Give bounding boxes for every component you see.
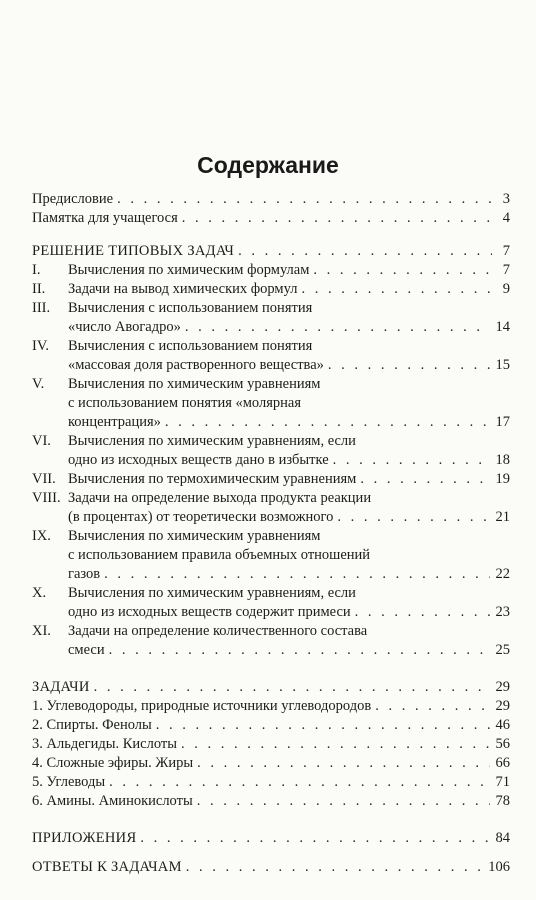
toc-entry-text-continued: «массовая доля растворенного вещества»	[68, 357, 324, 373]
toc-page-number: 84	[495, 830, 510, 846]
toc-section-appendix	[32, 829, 510, 848]
toc-section-solving-typical-problems	[32, 242, 510, 261]
toc-entry-text: Вычисления с использованием понятия	[68, 300, 313, 316]
roman-numeral: XI.	[32, 623, 51, 639]
toc-entry-iv	[32, 337, 510, 375]
toc-entry-topic-5	[32, 773, 510, 792]
toc-page-number: 4	[502, 210, 510, 226]
toc-entry-iii	[32, 299, 510, 337]
toc-page-number: 7	[502, 262, 510, 278]
roman-numeral: II.	[32, 281, 46, 297]
roman-numeral: V.	[32, 376, 45, 392]
leader-dots	[94, 678, 490, 697]
leader-dots	[181, 735, 490, 754]
toc-entry-text-continued: концентрация»	[68, 414, 161, 430]
toc-entry-text: 2. Спирты. Фенолы	[32, 717, 152, 733]
toc-page-number: 3	[502, 191, 510, 207]
leader-dots	[182, 209, 492, 228]
leader-dots	[301, 280, 492, 299]
toc-entry-preface	[32, 190, 510, 209]
toc-entry-text-continued: одно из исходных веществ дано в избытке	[68, 452, 329, 468]
toc-page-number: 19	[495, 471, 510, 487]
toc-entry-text-continued: с использованием правила объемных отношений	[68, 547, 371, 563]
toc-page-number: 29	[495, 698, 510, 714]
leader-dots	[360, 470, 489, 489]
leader-dots	[375, 697, 489, 716]
leader-dots	[109, 773, 489, 792]
toc-entry-text: 6. Амины. Аминокислоты	[32, 793, 193, 809]
toc-entry-memo	[32, 209, 510, 228]
roman-numeral: VIII.	[32, 490, 61, 506]
toc-entry-text-continued: «число Авогадро»	[68, 319, 181, 335]
toc-entry-text: Задачи на вывод химических формул	[68, 281, 298, 297]
toc-entry-vi	[32, 432, 510, 470]
toc-page-number: 56	[495, 736, 510, 752]
leader-dots	[313, 261, 492, 280]
leader-dots	[197, 792, 490, 811]
toc-page-number: 18	[495, 452, 510, 468]
toc-entry-i	[32, 261, 510, 280]
toc-entry-text: Вычисления по химическим уравнениям	[68, 528, 321, 544]
leader-dots	[104, 565, 489, 584]
leader-dots	[109, 641, 490, 660]
leader-dots	[156, 716, 490, 735]
toc-page-number: 7	[502, 243, 510, 259]
toc-section-heading: ОТВЕТЫ К ЗАДАЧАМ	[32, 859, 182, 875]
toc-entry-x	[32, 584, 510, 622]
roman-numeral: VII.	[32, 471, 56, 487]
toc-section-heading: ЗАДАЧИ	[32, 679, 90, 695]
toc-entry-text-continued: (в процентах) от теоретически возможного	[68, 509, 334, 525]
toc-entry-text-continued: смеси	[68, 642, 105, 658]
leader-dots	[140, 829, 489, 848]
toc-page-number: 9	[502, 281, 510, 297]
toc-entry-vii	[32, 470, 510, 489]
leader-dots	[186, 858, 482, 877]
toc-entry-text: Предисловие	[32, 191, 114, 207]
toc-entry-text: Вычисления по химическим уравнениям	[68, 376, 321, 392]
toc-entry-text: 3. Альдегиды. Кислоты	[32, 736, 177, 752]
leader-dots	[165, 413, 490, 432]
toc-entry-ii	[32, 280, 510, 299]
toc-section-heading: РЕШЕНИЕ ТИПОВЫХ ЗАДАЧ	[32, 243, 235, 259]
toc-entry-text: Задачи на определение выхода продукта реакции	[68, 490, 372, 506]
toc-page-number: 71	[495, 774, 510, 790]
table-of-contents	[32, 190, 510, 877]
toc-page-number: 66	[495, 755, 510, 771]
toc-section-problems	[32, 678, 510, 697]
toc-entry-text: 4. Сложные эфиры. Жиры	[32, 755, 194, 771]
toc-page-number: 23	[495, 604, 510, 620]
roman-numeral: IV.	[32, 338, 50, 354]
toc-entry-text-continued: газов	[68, 566, 101, 582]
toc-entry-topic-6	[32, 792, 510, 811]
toc-entry-viii	[32, 489, 510, 527]
roman-numeral: III.	[32, 300, 51, 316]
roman-numeral: VI.	[32, 433, 51, 449]
toc-entry-text-continued: с использованием понятия «молярная	[68, 395, 301, 411]
toc-entry-topic-2	[32, 716, 510, 735]
page-title: Содержание	[197, 152, 339, 178]
leader-dots	[117, 190, 492, 209]
leader-dots	[337, 508, 489, 527]
roman-numeral: I.	[32, 262, 41, 278]
leader-dots	[238, 242, 492, 261]
leader-dots	[197, 754, 489, 773]
toc-page-number: 21	[495, 509, 510, 525]
toc-entry-text: Вычисления с использованием понятия	[68, 338, 313, 354]
toc-entry-topic-4	[32, 754, 510, 773]
toc-entry-text: Вычисления по термохимическим уравнениям	[68, 471, 357, 487]
toc-entry-text: 1. Углеводороды, природные источники углеводородов	[32, 698, 372, 714]
toc-page-number: 29	[495, 679, 510, 695]
toc-entry-topic-3	[32, 735, 510, 754]
toc-page-number: 46	[495, 717, 510, 733]
toc-entry-text-continued: одно из исходных веществ содержит примеси	[68, 604, 351, 620]
leader-dots	[333, 451, 490, 470]
roman-numeral: IX.	[32, 528, 51, 544]
toc-entry-text: Вычисления по химическим уравнениям, если	[68, 585, 356, 601]
leader-dots	[328, 356, 490, 375]
toc-entry-text: Памятка для учащегося	[32, 210, 178, 226]
toc-entry-v	[32, 375, 510, 432]
toc-entry-text: Вычисления по химическим формулам	[68, 262, 310, 278]
roman-numeral: X.	[32, 585, 47, 601]
toc-page-number: 106	[488, 859, 510, 875]
leader-dots	[355, 603, 490, 622]
toc-entry-ix	[32, 527, 510, 584]
toc-section-heading: ПРИЛОЖЕНИЯ	[32, 830, 137, 846]
toc-entry-topic-1	[32, 697, 510, 716]
toc-page-number: 22	[495, 566, 510, 582]
toc-entry-text: Вычисления по химическим уравнениям, если	[68, 433, 356, 449]
toc-page-number: 15	[495, 357, 510, 373]
toc-entry-xi	[32, 622, 510, 660]
toc-page-number: 78	[495, 793, 510, 809]
toc-page-number: 17	[495, 414, 510, 430]
toc-page-number: 25	[495, 642, 510, 658]
toc-entry-text: Задачи на определение количественного состава	[68, 623, 368, 639]
toc-entry-text: 5. Углеводы	[32, 774, 106, 790]
toc-page-number: 14	[495, 319, 510, 335]
leader-dots	[185, 318, 490, 337]
toc-section-answers	[32, 858, 510, 877]
